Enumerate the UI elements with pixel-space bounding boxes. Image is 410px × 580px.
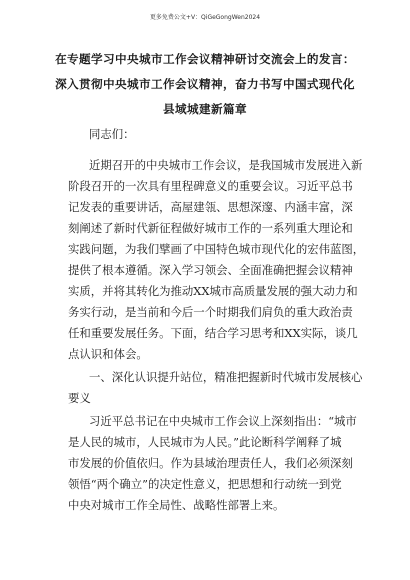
- paragraph-line: 中央对城市工作全局性、战略性部署上来。: [68, 498, 285, 512]
- title-line: 深入贯彻中央城市工作会议精神，奋力书写中国式现代化: [55, 77, 355, 91]
- paragraph-line: 任和重要发展任务。下面，结合学习思考和XX实际，谈几: [68, 326, 358, 340]
- heading-line: 要义: [68, 391, 91, 405]
- paragraph-line: 记发表的重要讲话，高屋建瓴、思想深邃、内涵丰富，深: [68, 200, 353, 214]
- paragraph-line: 阶段召开的一次具有里程碑意义的重要会议。习近平总书: [68, 179, 353, 193]
- paragraph-line: 近期召开的中央城市工作会议，是我国城市发展进入新: [89, 158, 363, 172]
- heading-line: 一、深化认识提升站位，精准把握新时代城市发展核心: [89, 370, 363, 384]
- paragraph-section-1: [68, 411, 368, 516]
- title-line: 县域城建新篇章: [163, 102, 247, 116]
- title-line: 在专题学习中央城市工作会议精神研讨交流会上的发言：: [55, 52, 355, 66]
- paragraph-line: 实质，并将其转化为推动XX城市高质量发展的强大动力和: [68, 284, 358, 298]
- section-heading-1: [68, 367, 368, 409]
- paragraph-line: 刻阐述了新时代新征程做好城市工作的一系列重大理论和: [68, 221, 353, 235]
- watermark-text: 更多免费公文+V：QiGeGongWen2024: [149, 14, 261, 21]
- document-title: [42, 47, 368, 122]
- document-body: [68, 124, 368, 516]
- paragraph-line: 习近平总书记在中央城市工作会议上深刻指出：“城市: [89, 414, 357, 428]
- paragraph-line: 实践问题，为我们擘画了中国特色城市现代化的宏伟蓝图，: [68, 242, 365, 256]
- paragraph-line: 是人民的城市，人民城市为人民。”此论断科学阐释了城: [68, 435, 342, 449]
- paragraph-line: 提供了根本遵循。深入学习领会、全面准确把握会议精神: [68, 263, 353, 277]
- paragraph-line: 务实行动，是当前和今后一个时期我们肩负的重大政治责: [68, 305, 353, 319]
- paragraph-line: 点认识和体会。: [68, 347, 148, 361]
- paragraph-intro: [68, 155, 368, 365]
- salutation: 同志们：: [89, 127, 135, 141]
- paragraph-line: 市发展的价值依归。作为县域治理责任人，我们必须深刻: [68, 456, 353, 470]
- paragraph-line: 领悟“两个确立”的决定性意义，把思想和行动统一到党: [68, 477, 342, 491]
